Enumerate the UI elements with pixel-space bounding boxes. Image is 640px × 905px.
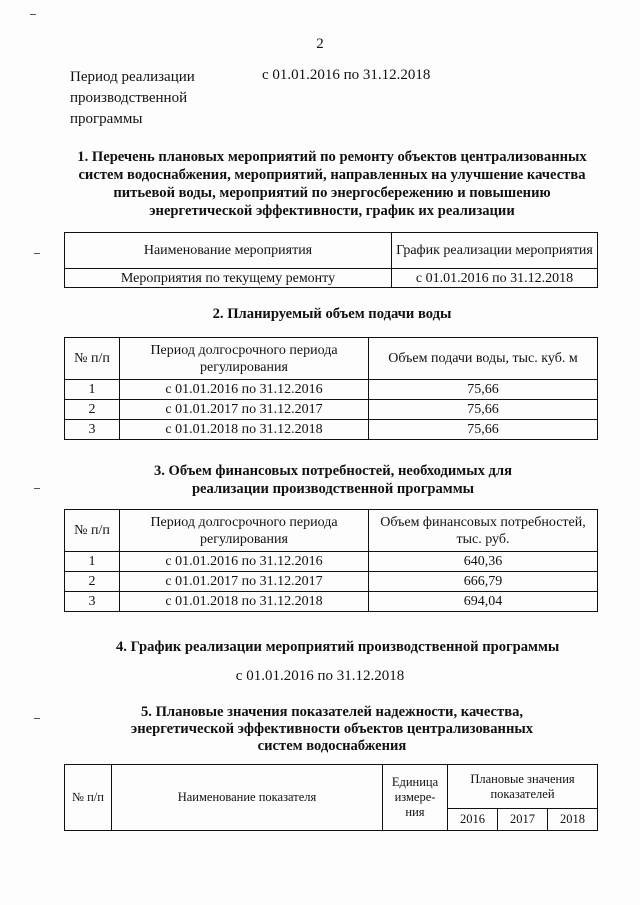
s2-cell: 2 <box>65 400 120 420</box>
s5-header-year: 2017 <box>498 809 548 831</box>
s3-cell: 2 <box>65 572 120 592</box>
s3-cell: 1 <box>65 552 120 572</box>
s2-cell: 75,66 <box>369 400 598 420</box>
table-row <box>65 380 598 400</box>
s3-cell: 666,79 <box>369 572 598 592</box>
s5-header-name: Наименование показателя <box>112 765 383 831</box>
s2-cell: с 01.01.2016 по 31.12.2016 <box>120 380 369 400</box>
s5-header-planned: Плановые значения показателей <box>448 765 598 809</box>
s2-cell: с 01.01.2017 по 31.12.2017 <box>120 400 369 420</box>
s3-cell: с 01.01.2018 по 31.12.2018 <box>120 592 369 612</box>
s2-header-period: Период долгосрочного периода регулирования <box>120 338 369 380</box>
section1-table <box>64 232 598 288</box>
scan-mark <box>34 253 40 254</box>
section4-title: 4. График реализации мероприятий производственной программы <box>116 639 560 655</box>
s3-cell: с 01.01.2016 по 31.12.2016 <box>120 552 369 572</box>
s5-header-year: 2016 <box>448 809 498 831</box>
s1-cell: с 01.01.2016 по 31.12.2018 <box>392 269 598 288</box>
s2-cell: 75,66 <box>369 420 598 440</box>
scan-mark <box>30 14 36 15</box>
s3-header-period: Период долгосрочного периода регулирования <box>120 510 369 552</box>
table-row <box>65 420 598 440</box>
section5-table <box>64 764 598 831</box>
period-value: с 01.01.2016 по 31.12.2018 <box>262 67 431 83</box>
table-row <box>65 269 598 288</box>
s1-header-schedule: График реализации мероприятия <box>392 233 598 269</box>
s2-cell: 75,66 <box>369 380 598 400</box>
s2-cell: 1 <box>65 380 120 400</box>
scan-mark <box>34 718 40 719</box>
section1-title: 1. Перечень плановых мероприятий по ремонту объектов централизованных систем водоснабжения, мероприятий, направленных на улучшение качества питьевой воды, мероприятий по энергосбережению и повышению энергетической эффективности, график их реализации <box>77 149 587 219</box>
s2-header-num: № п/п <box>65 338 120 380</box>
s3-cell: 640,36 <box>369 552 598 572</box>
s1-header-name: Наименование мероприятия <box>65 233 392 269</box>
s3-cell: с 01.01.2017 по 31.12.2017 <box>120 572 369 592</box>
section4-value: с 01.01.2016 по 31.12.2018 <box>235 668 405 684</box>
s2-cell: 3 <box>65 420 120 440</box>
table-row <box>65 592 598 612</box>
s5-header-unit: Единица измере- ния <box>383 765 448 831</box>
s5-header-num: № п/п <box>65 765 112 831</box>
s3-header-num: № п/п <box>65 510 120 552</box>
s2-cell: с 01.01.2018 по 31.12.2018 <box>120 420 369 440</box>
period-label: Период реализации производственной программы <box>70 69 195 127</box>
scan-mark <box>34 488 40 489</box>
s3-header-finance: Объем финансовых потребностей, тыс. руб. <box>369 510 598 552</box>
s3-cell: 3 <box>65 592 120 612</box>
section3-table <box>64 509 598 612</box>
table-row <box>65 572 598 592</box>
section5-title-line3: систем водоснабжения <box>257 738 407 754</box>
page-number: 2 <box>316 36 324 52</box>
section5-title-line2: энергетической эффективности объектов централизованных <box>130 721 534 737</box>
section3-title: 3. Объем финансовых потребностей, необходимых для реализации производственной программы <box>153 463 513 497</box>
s2-header-volume: Объем подачи воды, тыс. куб. м <box>369 338 598 380</box>
s5-header-year: 2018 <box>548 809 598 831</box>
section5-title-line1: 5. Плановые значения показателей надежности, качества, <box>140 704 524 720</box>
s3-cell: 694,04 <box>369 592 598 612</box>
s1-cell: Мероприятия по текущему ремонту <box>65 269 392 288</box>
table-row <box>65 400 598 420</box>
section2-table <box>64 337 598 440</box>
table-row <box>65 552 598 572</box>
section2-title: 2. Планируемый объем подачи воды <box>212 306 452 322</box>
